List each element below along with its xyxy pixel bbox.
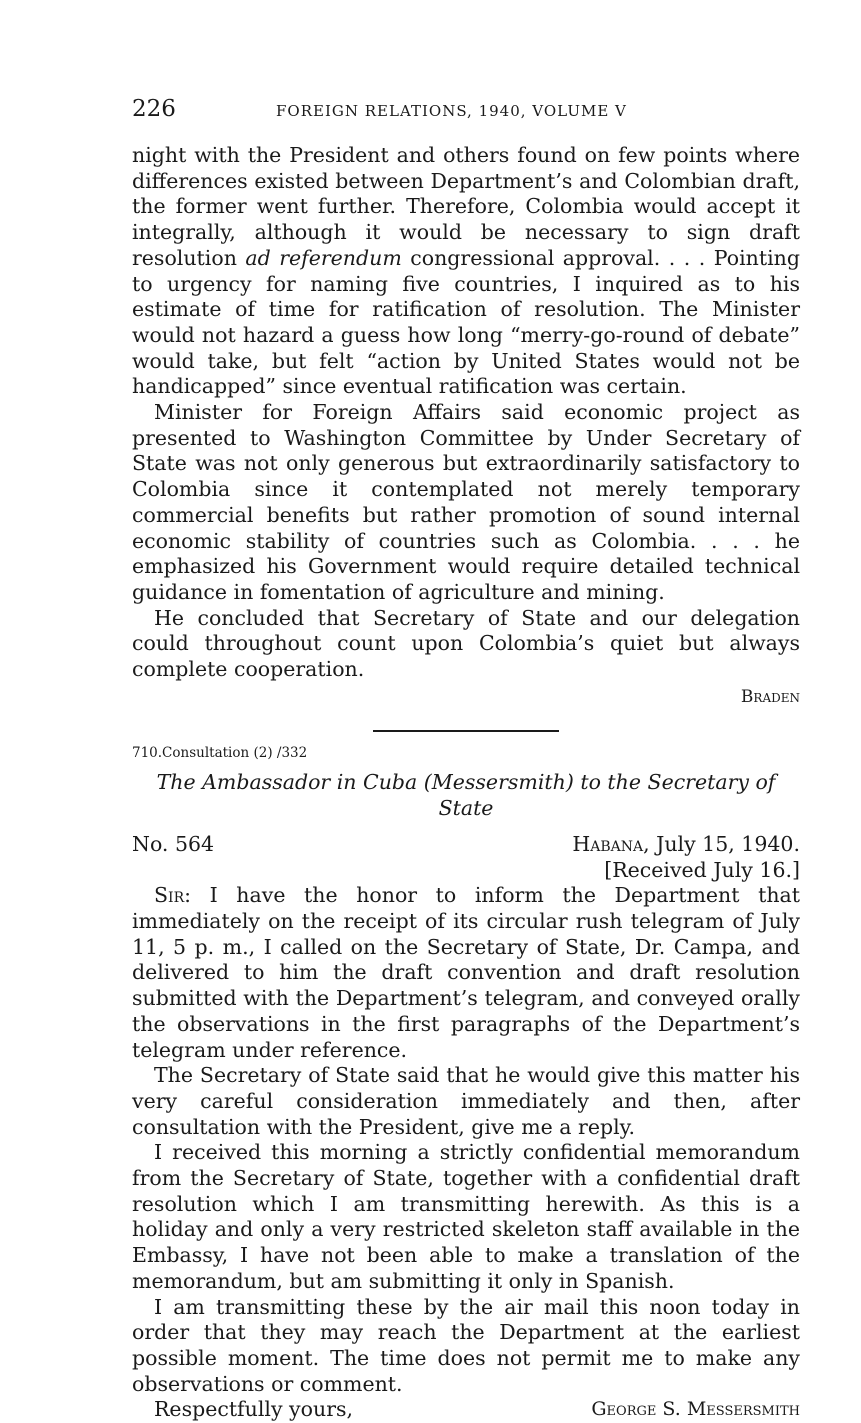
salutation: Sir (154, 883, 185, 908)
paragraph-text: night with the President and others found on few points where differences existed between Department’s and Colombian draft, the former went further. Therefore, Colombia would accept it integrally, although it would be necessary to sign draft resolution (132, 143, 800, 270)
place: Habana (572, 831, 644, 856)
letter-paragraph-2: The Secretary of State said that he would give this matter his very careful consideration immediately and then, after consultation with the President, give me a reply. (132, 1063, 800, 1139)
page-body (132, 143, 800, 1423)
place-date (572, 832, 800, 858)
section-divider (373, 730, 559, 732)
file-number: 710.Consultation (2) /332 (132, 745, 308, 762)
page-number: 226 (132, 96, 176, 122)
page-header (132, 96, 800, 128)
paragraph-text: : I have the honor to inform the Department that immediately on the receipt of its circular rush telegram of July 11, 5 p. m., I called on the Secretary of State, Dr. Campa, and delivered to him the draft convention and draft resolution submitted with the Department’s telegram, and conveyed orally the observations in the first paragraphs of the Department’s telegram under reference. (132, 883, 800, 1062)
paragraph-text: congressional approval. . . . Pointing to urgency for naming five countries, I inquired as to his estimate of time for ratification of resolution. The Minister would not hazard a guess how long “merry-go-round of debate” would take, but felt “action by United States would not be handicapped” since eventual ratification was certain. (132, 245, 800, 399)
letter-paragraph-4: I am transmitting these by the air mail this noon today in order that they may reach the Department at the earliest possible moment. The time does not permit me to make any observations or comment. (132, 1294, 800, 1396)
letter-paragraph-3: I received this morning a strictly confidential memorandum from the Secretary of State, together with a confidential draft resolution which I am transmitting herewith. As this is a holiday and only a very restricted skeleton staff available in the Embassy, I have not been able to make a translation of the memorandum, but am submitting it only in Spanish. (132, 1140, 800, 1293)
closing-row (132, 1397, 800, 1423)
document-title: The Ambassador in Cuba (Messersmith) to the Secretary of State (156, 770, 776, 821)
date: , July 15, 1940. (643, 831, 800, 856)
signature-braden: Braden (740, 686, 800, 707)
document-number: No. 564 (132, 831, 215, 856)
continuation-paragraph-3: He concluded that Secretary of State and our delegation could throughout count upon Colombia’s quiet but always complete cooperation. (132, 605, 800, 682)
closing-text: Respectfully yours, (154, 1397, 354, 1422)
signature-messersmith: George S. Messersmith (591, 1398, 800, 1421)
received-date: [Received July 16.] (604, 857, 800, 882)
document-number-row (132, 832, 800, 858)
italic-phrase: ad referendum (245, 245, 402, 270)
continuation-paragraph-1 (132, 143, 800, 400)
letter-paragraph-1 (132, 883, 800, 1063)
continuation-paragraph-2: Minister for Foreign Affairs said economic project as presented to Washington Committee by Under Secretary of State was not only generous but extraordinarily satisfactory to Colombia since it contemplated not merely temporary commercial benefits but rather promotion of sound internal economic stability of countries such as Colombia. . . . he emphasized his Government would require detailed technical guidance in fomentation of agriculture and mining. (132, 400, 800, 604)
running-title: FOREIGN RELATIONS, 1940, VOLUME V (276, 102, 627, 120)
